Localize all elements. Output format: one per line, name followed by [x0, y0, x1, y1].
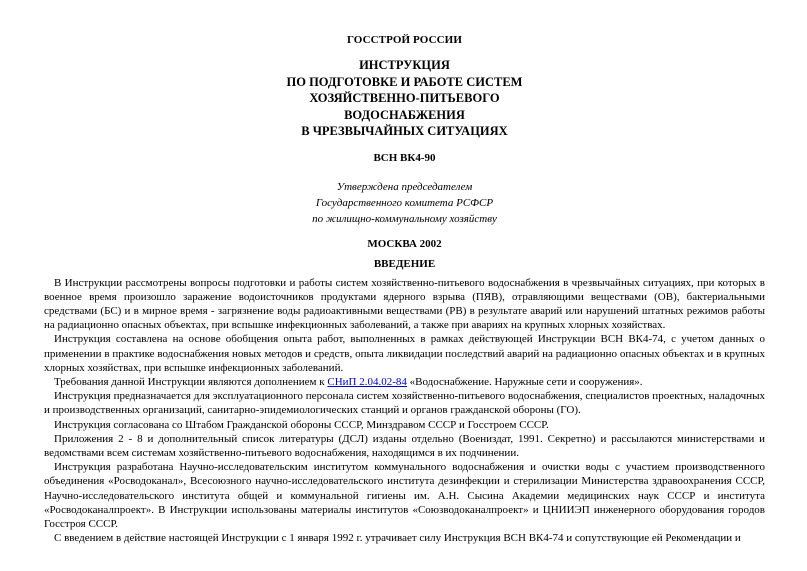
- snip-link[interactable]: СНиП 2.04.02-84: [327, 375, 407, 388]
- section-heading: ВВЕДЕНИЕ: [373, 257, 436, 270]
- approval-line: Государственного комитета РСФСР: [315, 196, 494, 209]
- paragraph: Инструкция предназначается для эксплуатационного персонала систем хозяйственно-питьевого водоснабжения, специалистов проектных, наладочных и производственных организаций, санитарно-эпидемиологических станций и органов гражданской обороны (ГО).: [44, 390, 765, 417]
- paragraph: Инструкция согласована со Штабом Гражданской обороны СССР, Минздравом СССР и Госстроем СССР.: [54, 418, 549, 431]
- document-title: [44, 57, 765, 140]
- approval-line: по жилищно-коммунальному хозяйству: [312, 212, 497, 225]
- title-line: ХОЗЯЙСТВЕННО-ПИТЬЕВОГО: [309, 91, 500, 105]
- paragraph: Приложения 2 - 8 и дополнительный список литературы (ДСЛ) изданы отдельно (Воениздат, 1991. Секретно) и рассылаются министерствами и ведомствами всем системам хозяйственно-питьевого водоснабжения, находящимся в их подчинении.: [44, 432, 765, 459]
- paragraph: [44, 375, 765, 389]
- city-year: МОСКВА 2002: [367, 237, 442, 250]
- agency-heading: ГОССТРОЙ РОССИИ: [346, 34, 462, 46]
- approval-line: Утверждена председателем: [336, 180, 473, 193]
- paragraph: Инструкция разработана Научно-исследовательским институтом коммунального водоснабжения и очистки воды с участием производственного объединения «Росводоканал», Всесоюзного научно-исследовательского института дезинфекции и стерилизации Министерства здравоохранения СССР, Научно-исследовательского института общей и коммунальной гигиены им. А.Н. Сысина Академии медицинских наук СССР и института «Росводоканалпроект». В Инструкции использованы материалы институтов «Союзводоканалпроект» и ЦНИИЭП инженерного оборудования городов Госстроя СССР.: [44, 461, 765, 530]
- title-line: В ЧРЕЗВЫЧАЙНЫХ СИТУАЦИЯХ: [301, 124, 508, 138]
- document-code: ВСН ВК4-90: [373, 151, 436, 164]
- paragraph: В Инструкции рассмотрены вопросы подготовки и работы систем хозяйственно-питьевого водоснабжения в чрезвычайных ситуациях, при которых в военное время произошло заражение водоисточников продуктами ядерного взрыва (ПЯВ), отравляющими веществами (ОВ), бактериальными средствами (БС) и в мирное время - загрязнение воды радиоактивными веществами (РВ) в результате аварий или нарушений штатных режимов работы на радиационно опасных объектах, при вспышке инфекционных заболеваний, а также при авариях на крупных хлорных хозяйствах.: [44, 276, 765, 332]
- approval-note: [44, 179, 765, 227]
- title-line: ИНСТРУКЦИЯ: [359, 58, 450, 72]
- paragraph-text: Требования данной Инструкции являются дополнением к: [54, 375, 328, 388]
- paragraph: С введением в действие настоящей Инструкции с 1 января 1992 г. утрачивает силу Инструкция ВСН ВК4-74 и сопутствующие ей Рекомендации и: [54, 532, 741, 545]
- body-text: [44, 276, 765, 546]
- title-line: ПО ПОДГОТОВКЕ И РАБОТЕ СИСТЕМ: [286, 74, 523, 89]
- paragraph-text: «Водоснабжение. Наружные сети и сооружения».: [406, 375, 643, 388]
- title-line: ВОДОСНАБЖЕНИЯ: [344, 107, 465, 122]
- paragraph: Инструкция составлена на основе обобщения опыта работ, выполненных в рамках действующей Инструкции ВСН ВК4-74, с учетом данных о применении в практике водоснабжения новых методов и средств, опыта ликвидации последствий аварий на радиационно опасных объектах и в крупных хлорных хозяйствах, при вспышке инфекционных заболеваний.: [44, 333, 765, 374]
